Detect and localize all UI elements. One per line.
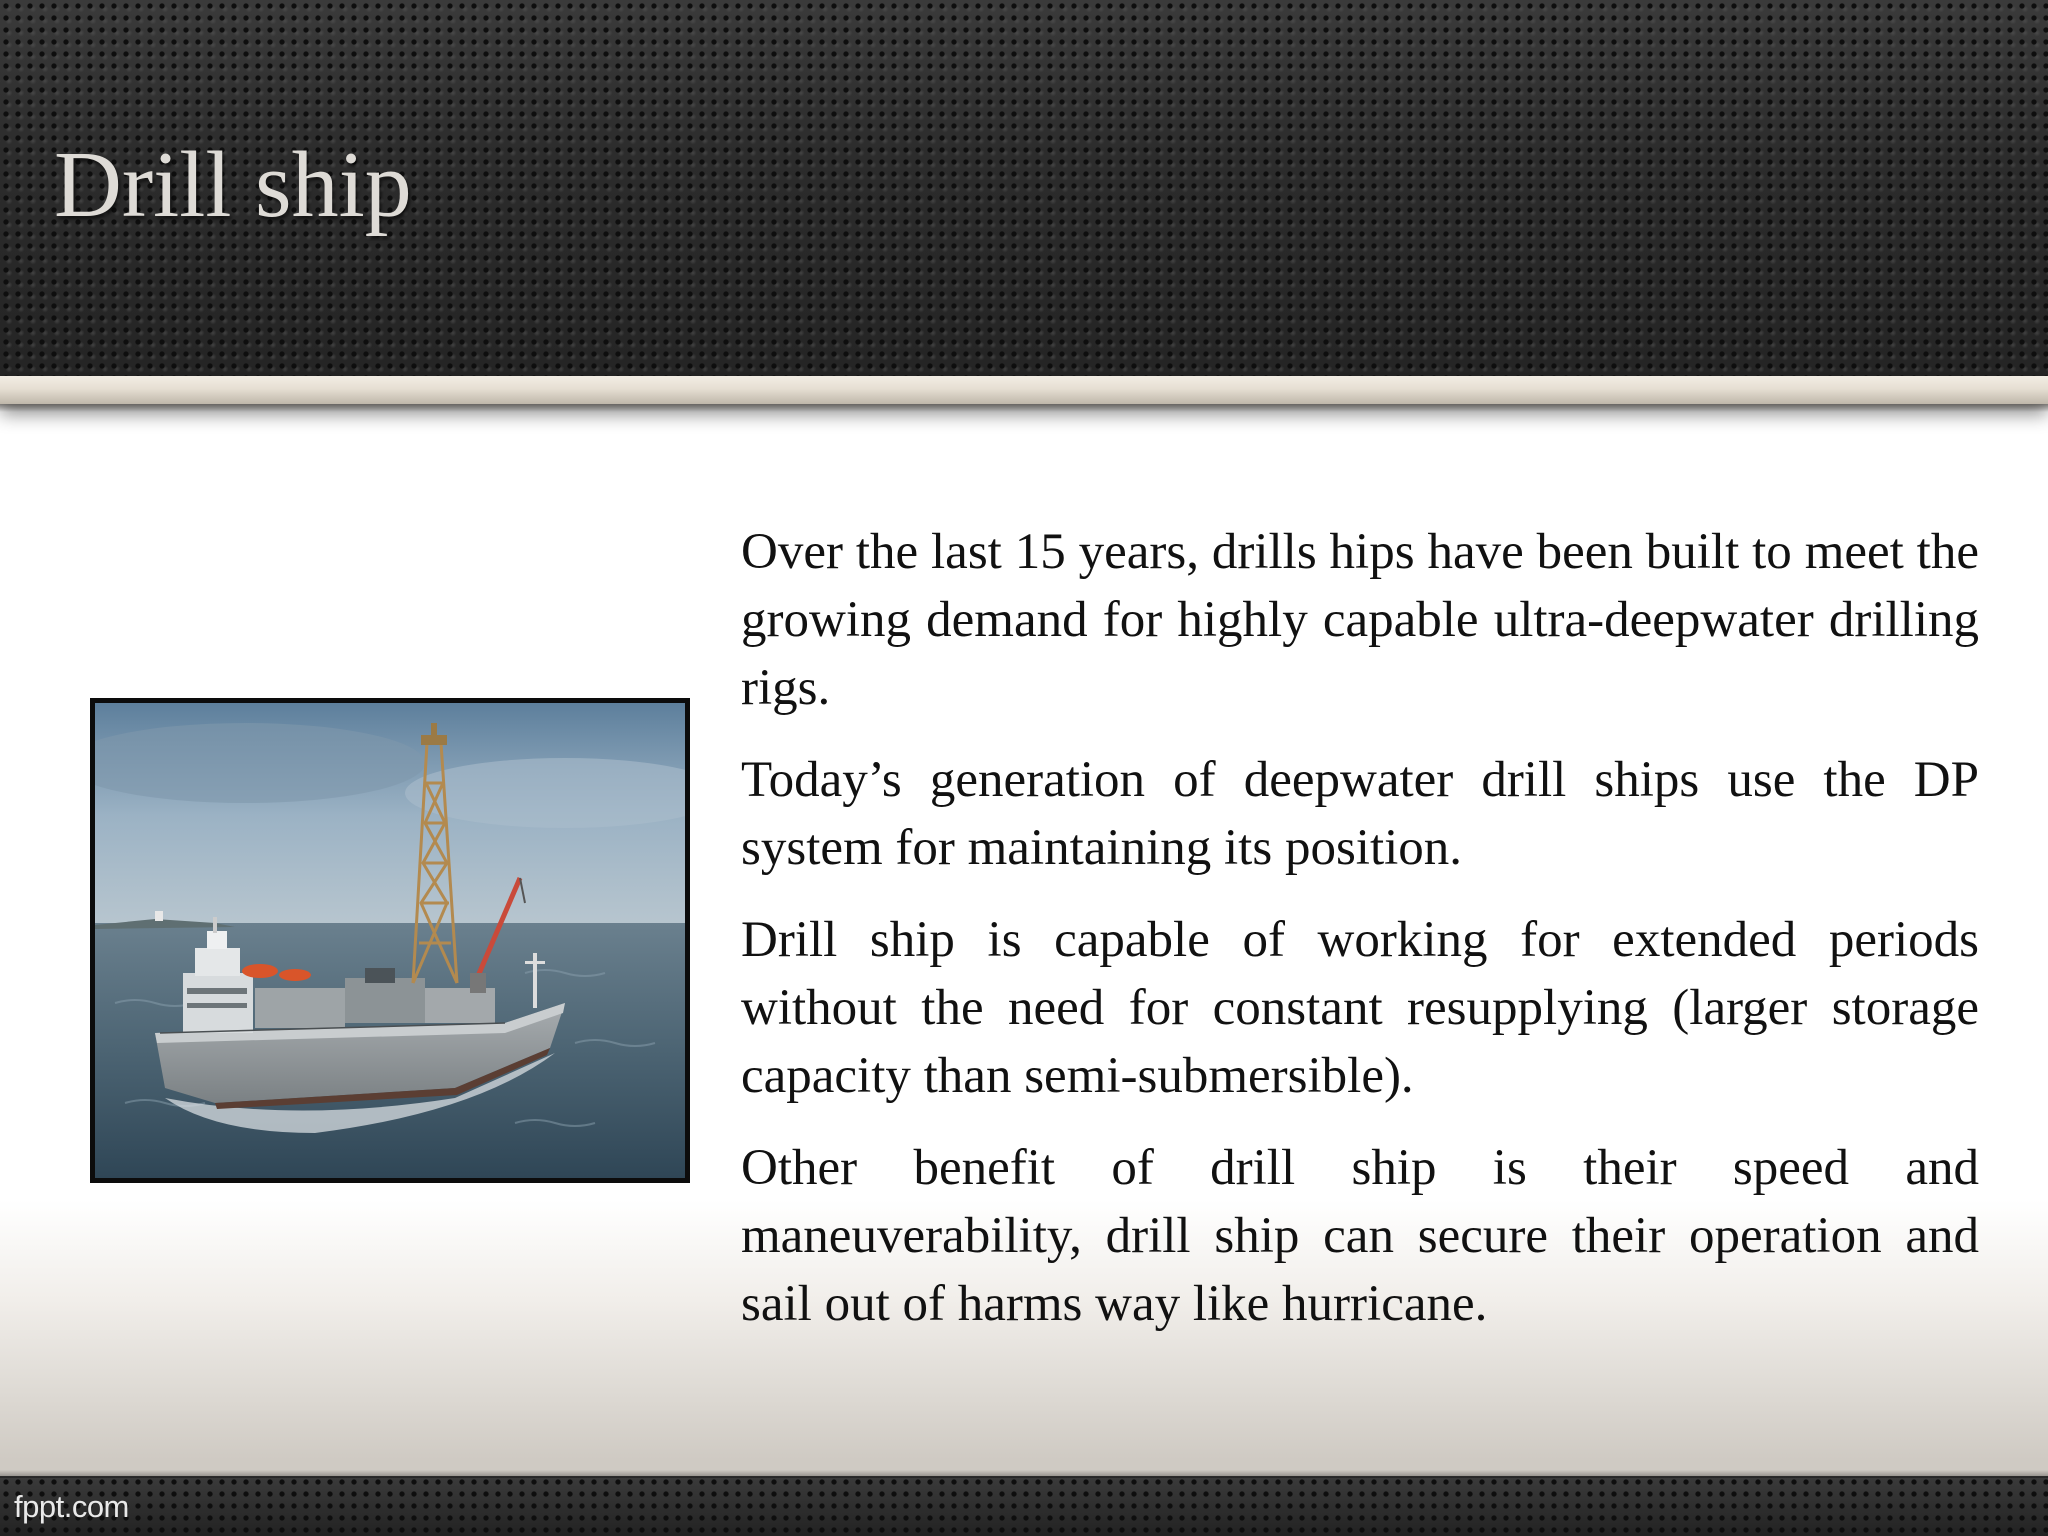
paragraph-dp-system: Today’s generation of deepwater drill ships use the DP system for maintaining its position. [741,752,1979,876]
paragraph-speed-maneuverability: Other benefit of drill ship is their speed and maneuverability, drill ship can secure their operation and sail out of harms way like hurricane. [741,1140,1979,1332]
drill-ship-photo [90,698,690,1183]
header-ledge [0,376,2048,404]
slide-title: Drill ship [54,133,412,237]
paragraph-extended-operation: Drill ship is capable of working for extended periods without the need for constant resupplying (larger storage capacity than semi-submersible). [741,912,1979,1104]
footer-band [0,1476,2048,1536]
body-text [741,518,1979,1362]
drill-ship-illustration [95,703,685,1178]
paragraph-build-history: Over the last 15 years, drills hips have been built to meet the growing demand for highly capable ultra-deepwater drilling rigs. [741,524,1979,716]
footer-logo: fppt.com [14,1489,129,1524]
